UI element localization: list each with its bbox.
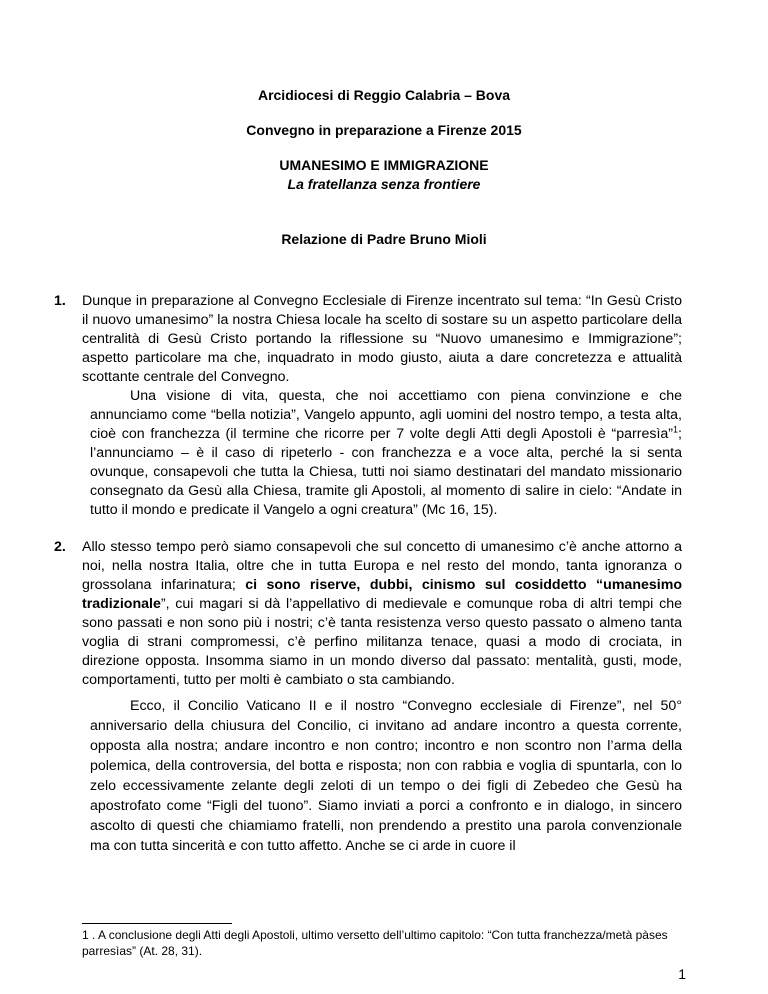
numbered-item-2 xyxy=(54,538,682,856)
item-1-paragraph-1: Dunque in preparazione al Convegno Ecclesiale di Firenze incentrato sul tema: “In Gesù Cristo il nuovo umanesimo” la nostra Chiesa locale ha scelto di sostare su un aspetto particolare della centralità di Gesù Cristo portando la riflessione su “Nuovo umanesimo e Immigrazione”; aspetto particolare ma che, inquadrato in modo giusto, aiuta a dare concretezza e attualità scottante centrale del Convegno. xyxy=(82,293,682,385)
item-number: 1. xyxy=(54,293,66,309)
diocese-title: Arcidiocesi di Reggio Calabria – Bova xyxy=(257,87,511,103)
page-number: 1 xyxy=(678,966,686,982)
footnote-divider xyxy=(82,923,232,924)
item-2-paragraph-2: Ecco, il Concilio Vaticano II e il nostro “Convegno ecclesiale di Firenze”, nel 50° anniversario della chiusura del Concilio, ci invitano ad andare incontro a questa corrente, opposta alla nostra; andare incontro e non contro; incontro e non scontro non l’arma della polemica, della controversia, del botta e risposta; non con rabbia e voglia di spuntarla, con lo zelo eccessivamente zelante degli zeloti di un tempo o dei figli di Zebedeo che Gesù ha apostrofato come “Figli del tuono”. Siamo inviati a porci a confronto e in dialogo, in sincero ascolto di questi che chiamiamo fratelli, non prendendo a prestito una parola convenzionale ma con tutta sincerità e con tutto affetto. Anche se ci arde in cuore il xyxy=(90,698,682,854)
item-1-paragraph-2-text-a: Una visione di vita, questa, che noi accettiamo con piena convinzione e che annunciamo come “bella notizia”, Vangelo appunto, agli uomini del nostro tempo, a testa alta, cioè con franchezza (il termine che ricorre per 7 volte degli Atti degli Apostoli è “parresìa” xyxy=(90,388,682,442)
item-2-bold-phrase: ci sono riserve, dubbi, cinismo sul cosiddetto “umanesimo tradizionale xyxy=(82,577,682,612)
item-1-paragraph-2 xyxy=(82,387,682,520)
item-2-paragraph-1-text-a: Allo stesso tempo però siamo consapevoli che sul concetto di umanesimo c’è anche attorno a noi, nella nostra Italia, oltre che in tutta Europa e nel resto del mondo, tanta ignoranza o grossolana infarinatura; xyxy=(82,539,682,593)
item-2-paragraph-1-text-b: ”, cui magari si dà l’appellativo di medievale e comunque roba di altri tempi che sono passati e non sono più i nostri; c’è tanta resistenza verso questo passato o almeno tanta voglia di strani compromessi, c’è perfino militanza tenace, quasi a modo di crociata, in direzione opposta. Insomma siamo in un mondo diverso dal passato: mentalità, gusti, mode, comportamenti, tutto per molti è cambiato o sta cambiando. xyxy=(82,596,682,688)
convention-title: Convegno in preparazione a Firenze 2015 xyxy=(246,122,522,138)
document-title: UMANESIMO E IMMIGRAZIONE xyxy=(279,157,489,173)
item-number: 2. xyxy=(54,539,66,555)
footnote-ref[interactable]: 1 xyxy=(673,424,679,435)
speaker-line: Relazione di Padre Bruno Mioli xyxy=(281,231,487,247)
item-1-paragraph-2-text-b: ; l’annunciamo – è il caso di ripeterlo - con franchezza e a voce alta, perché la si senta ovunque, consapevoli che tutta la Chiesa, tutti noi siamo destinatari del mandato missionario consegnato da Gesù alla Chiesa, tramite gli Apostoli, al momento di salire in cielo: “Andate in tutto il mondo e predicate il Vangelo a ogni creatura” (Mc 16, 15). xyxy=(90,426,682,518)
footnote: 1 . A conclusione degli Atti degli Apostoli, ultimo versetto dell’ultimo capitolo: “Con tutta franchezza/metà pàses parresìas” (At. 28, 31). xyxy=(82,928,668,958)
item-2-paragraph-1 xyxy=(82,538,682,690)
document-subtitle: La fratellanza senza frontiere xyxy=(287,176,481,192)
numbered-item-1 xyxy=(54,292,682,520)
